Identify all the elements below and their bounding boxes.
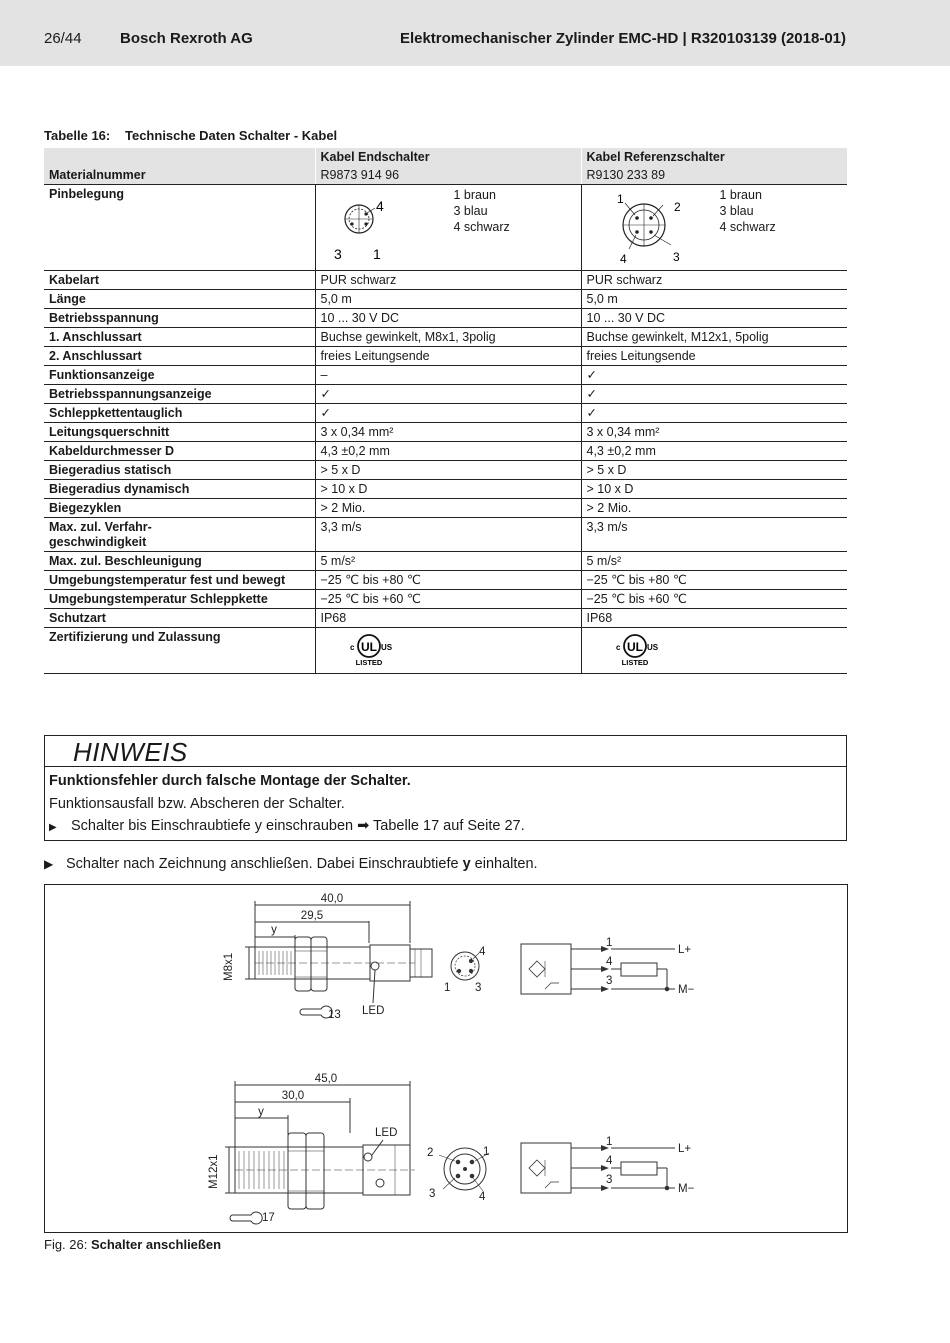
table-row xyxy=(44,385,847,404)
pin-3-label: 3 xyxy=(475,982,482,994)
wire-1-label: 1 xyxy=(606,937,613,949)
cell-referenzschalter: ✓ xyxy=(581,366,847,385)
ul-listed-mark xyxy=(335,630,405,668)
row-label: Pinbelegung xyxy=(44,185,315,271)
cell-endschalter: > 5 x D xyxy=(315,461,581,480)
notice-action-text: Schalter bis Einschraubtiefe y einschrauben ➡ Tabelle 17 auf Seite 27. xyxy=(71,818,525,834)
cell-endschalter: 4,3 ±0,2 mm xyxy=(315,442,581,461)
row-label: Kabeldurchmesser D xyxy=(44,442,315,461)
led-label: LED xyxy=(375,1127,398,1139)
table-row xyxy=(44,366,847,385)
pin-3-label: 3 xyxy=(333,246,342,262)
m12-pin-diagram xyxy=(587,187,707,269)
dim-29-5-label: 29,5 xyxy=(300,910,324,922)
cell-referenzschalter: Buchse gewinkelt, M12x1, 5polig xyxy=(581,328,847,347)
material-number: R9130 233 89 xyxy=(581,166,847,185)
mminus-label: M− xyxy=(678,1183,695,1195)
pin-3-label: 3 xyxy=(672,250,680,264)
notice-consequence: Funktionsausfall bzw. Abscheren der Schalter. xyxy=(49,796,345,812)
pin-2-label: 2 xyxy=(427,1147,434,1159)
table-title xyxy=(44,128,337,143)
table-row xyxy=(44,442,847,461)
material-row xyxy=(44,166,847,185)
table-number: Tabelle 16: xyxy=(44,128,111,143)
cell-referenzschalter: ✓ xyxy=(581,385,847,404)
pin-1-label: 1 xyxy=(372,246,381,262)
dim-30-label: 30,0 xyxy=(281,1090,305,1102)
svg-text:c: c xyxy=(615,643,620,652)
cell-endschalter: 3,3 m/s xyxy=(315,518,581,552)
cell-endschalter: ✓ xyxy=(315,385,581,404)
table-row xyxy=(44,404,847,423)
triangle-bullet-icon: ▶ xyxy=(44,857,54,871)
cell-referenzschalter: freies Leitungsende xyxy=(581,347,847,366)
figure-caption: Fig. 26: Schalter anschließen xyxy=(44,1237,222,1252)
cell-endschalter: PUR schwarz xyxy=(315,271,581,290)
row-label: Max. zul. Beschleunigung xyxy=(44,552,315,571)
dim-40-label: 40,0 xyxy=(320,893,344,905)
cell-endschalter: IP68 xyxy=(315,609,581,628)
svg-text:US: US xyxy=(380,643,392,652)
company-name: Bosch Rexroth AG xyxy=(120,30,253,47)
table-row xyxy=(44,423,847,442)
dim-y-label: y xyxy=(258,1106,264,1118)
cell-endschalter: Buchse gewinkelt, M8x1, 3polig xyxy=(315,328,581,347)
row-label: Kabelart xyxy=(44,271,315,290)
cell-referenzschalter: 4,3 ±0,2 mm xyxy=(581,442,847,461)
pin-1-label: 1 xyxy=(444,982,451,994)
svg-text:UL: UL xyxy=(360,640,377,654)
wire-1-label: 1 xyxy=(606,1136,613,1148)
cell-referenzschalter: 10 ... 30 V DC xyxy=(581,309,847,328)
page-number: 26/44 xyxy=(44,30,82,47)
cell-endschalter: > 2 Mio. xyxy=(315,499,581,518)
column-header: Kabel Referenzschalter xyxy=(581,148,847,166)
table-row xyxy=(44,347,847,366)
row-label: Biegezyklen xyxy=(44,499,315,518)
connection-figure xyxy=(44,884,848,1233)
table-row xyxy=(44,461,847,480)
cell-referenzschalter: 3,3 m/s xyxy=(581,518,847,552)
lplus-label: L+ xyxy=(678,944,692,956)
thread-m8-label: M8x1 xyxy=(223,952,235,981)
pin-1-label: 1 xyxy=(483,1146,490,1158)
cell-referenzschalter: 5,0 m xyxy=(581,290,847,309)
table-row xyxy=(44,552,847,571)
pin-row xyxy=(44,185,847,271)
wrench-13-label: 13 xyxy=(328,1009,341,1021)
wire-3-label: 3 xyxy=(606,1174,613,1186)
cell-endschalter: > 10 x D xyxy=(315,480,581,499)
instruction-step: ▶ Schalter nach Zeichnung anschließen. Dabei Einschraubtiefe y einhalten. xyxy=(44,856,538,872)
cell-referenzschalter: 5 m/s² xyxy=(581,552,847,571)
spec-table xyxy=(44,148,847,674)
svg-text:UL: UL xyxy=(626,640,643,654)
cell-referenzschalter: > 5 x D xyxy=(581,461,847,480)
mminus-label: M− xyxy=(678,984,695,996)
table-row xyxy=(44,271,847,290)
table-row xyxy=(44,518,847,552)
cell-endschalter: 3 x 0,34 mm² xyxy=(315,423,581,442)
table-row xyxy=(44,290,847,309)
pin-3-label: 3 xyxy=(429,1188,436,1200)
page-header xyxy=(0,0,950,66)
wrench-17-label: 17 xyxy=(262,1212,275,1224)
certification-row xyxy=(44,628,847,674)
thread-m12-label: M12x1 xyxy=(208,1154,220,1189)
table-row xyxy=(44,571,847,590)
switch-drawings xyxy=(45,885,847,1232)
column-header: Kabel Endschalter xyxy=(315,148,581,166)
lplus-label: L+ xyxy=(678,1143,692,1155)
row-label: Leitungsquerschnitt xyxy=(44,423,315,442)
row-label: Materialnummer xyxy=(44,166,315,185)
notice-heading: Funktionsfehler durch falsche Montage der Schalter. xyxy=(49,773,411,789)
pin-2-label: 2 xyxy=(673,200,681,214)
cell-referenzschalter: 3 x 0,34 mm² xyxy=(581,423,847,442)
table-row xyxy=(44,328,847,347)
row-label: Schleppkettentauglich xyxy=(44,404,315,423)
cell-referenzschalter: PUR schwarz xyxy=(581,271,847,290)
svg-text:c: c xyxy=(349,643,354,652)
wire-3-label: 3 xyxy=(606,975,613,987)
table-row xyxy=(44,590,847,609)
wire-4-label: 4 xyxy=(606,1155,613,1167)
table-header-row xyxy=(44,148,847,166)
table-caption: Technische Daten Schalter - Kabel xyxy=(125,128,338,143)
cell-endschalter: freies Leitungsende xyxy=(315,347,581,366)
cell-endschalter: ✓ xyxy=(315,404,581,423)
row-label: Betriebsspannungsanzeige xyxy=(44,385,315,404)
row-label: Umgebungstemperatur Schleppkette xyxy=(44,590,315,609)
row-label: Betriebsspannung xyxy=(44,309,315,328)
pin-list: 1 braun 3 blau 4 schwarz xyxy=(719,188,776,234)
pin-4-label: 4 xyxy=(375,198,384,214)
cell-referenzschalter: ✓ xyxy=(581,404,847,423)
cell-endschalter: −25 ℃ bis +60 ℃ xyxy=(315,590,581,609)
svg-text:LISTED: LISTED xyxy=(621,658,648,667)
dim-y-label: y xyxy=(271,924,277,936)
notice-action xyxy=(49,818,525,834)
pin-list: 1 braun 3 blau 4 schwarz xyxy=(453,188,510,234)
row-label: 2. Anschlussart xyxy=(44,347,315,366)
table-row xyxy=(44,480,847,499)
row-label: Biegeradius dynamisch xyxy=(44,480,315,499)
cell-referenzschalter: −25 ℃ bis +60 ℃ xyxy=(581,590,847,609)
wire-4-label: 4 xyxy=(606,956,613,968)
pin-4-label: 4 xyxy=(479,946,486,958)
cell-endschalter: – xyxy=(315,366,581,385)
led-label: LED xyxy=(362,1005,385,1017)
cell-endschalter: −25 ℃ bis +80 ℃ xyxy=(315,571,581,590)
table-row xyxy=(44,499,847,518)
ul-listed-mark xyxy=(601,630,671,668)
row-label: Umgebungstemperatur fest und bewegt xyxy=(44,571,315,590)
row-label: Schutzart xyxy=(44,609,315,628)
material-number: R9873 914 96 xyxy=(315,166,581,185)
m8-pin-diagram xyxy=(321,187,441,269)
pin-4-label: 4 xyxy=(619,252,627,266)
cell-referenzschalter: > 2 Mio. xyxy=(581,499,847,518)
svg-text:LISTED: LISTED xyxy=(355,658,382,667)
row-label: Länge xyxy=(44,290,315,309)
pin-1-label: 1 xyxy=(616,192,624,206)
document-title: Elektromechanischer Zylinder EMC-HD | R320103139 (2018-01) xyxy=(399,30,846,47)
cell-referenzschalter: IP68 xyxy=(581,609,847,628)
svg-text:US: US xyxy=(646,643,658,652)
cell-endschalter: 5 m/s² xyxy=(315,552,581,571)
row-label: Funktionsanzeige xyxy=(44,366,315,385)
notice-title: HINWEIS xyxy=(45,736,846,767)
table-row xyxy=(44,309,847,328)
cell-referenzschalter: > 10 x D xyxy=(581,480,847,499)
row-label: 1. Anschlussart xyxy=(44,328,315,347)
cell-endschalter: 5,0 m xyxy=(315,290,581,309)
row-label: Max. zul. Verfahr- geschwindigkeit xyxy=(44,518,315,552)
table-row xyxy=(44,609,847,628)
row-label: Zertifizierung und Zulassung xyxy=(44,628,315,674)
row-label: Biegeradius statisch xyxy=(44,461,315,480)
notice-box xyxy=(44,735,847,841)
cell-referenzschalter: −25 ℃ bis +80 ℃ xyxy=(581,571,847,590)
pin-4-label: 4 xyxy=(479,1191,486,1203)
cell-endschalter: 10 ... 30 V DC xyxy=(315,309,581,328)
dim-45-label: 45,0 xyxy=(314,1073,338,1085)
triangle-bullet-icon: ▶ xyxy=(49,822,57,833)
